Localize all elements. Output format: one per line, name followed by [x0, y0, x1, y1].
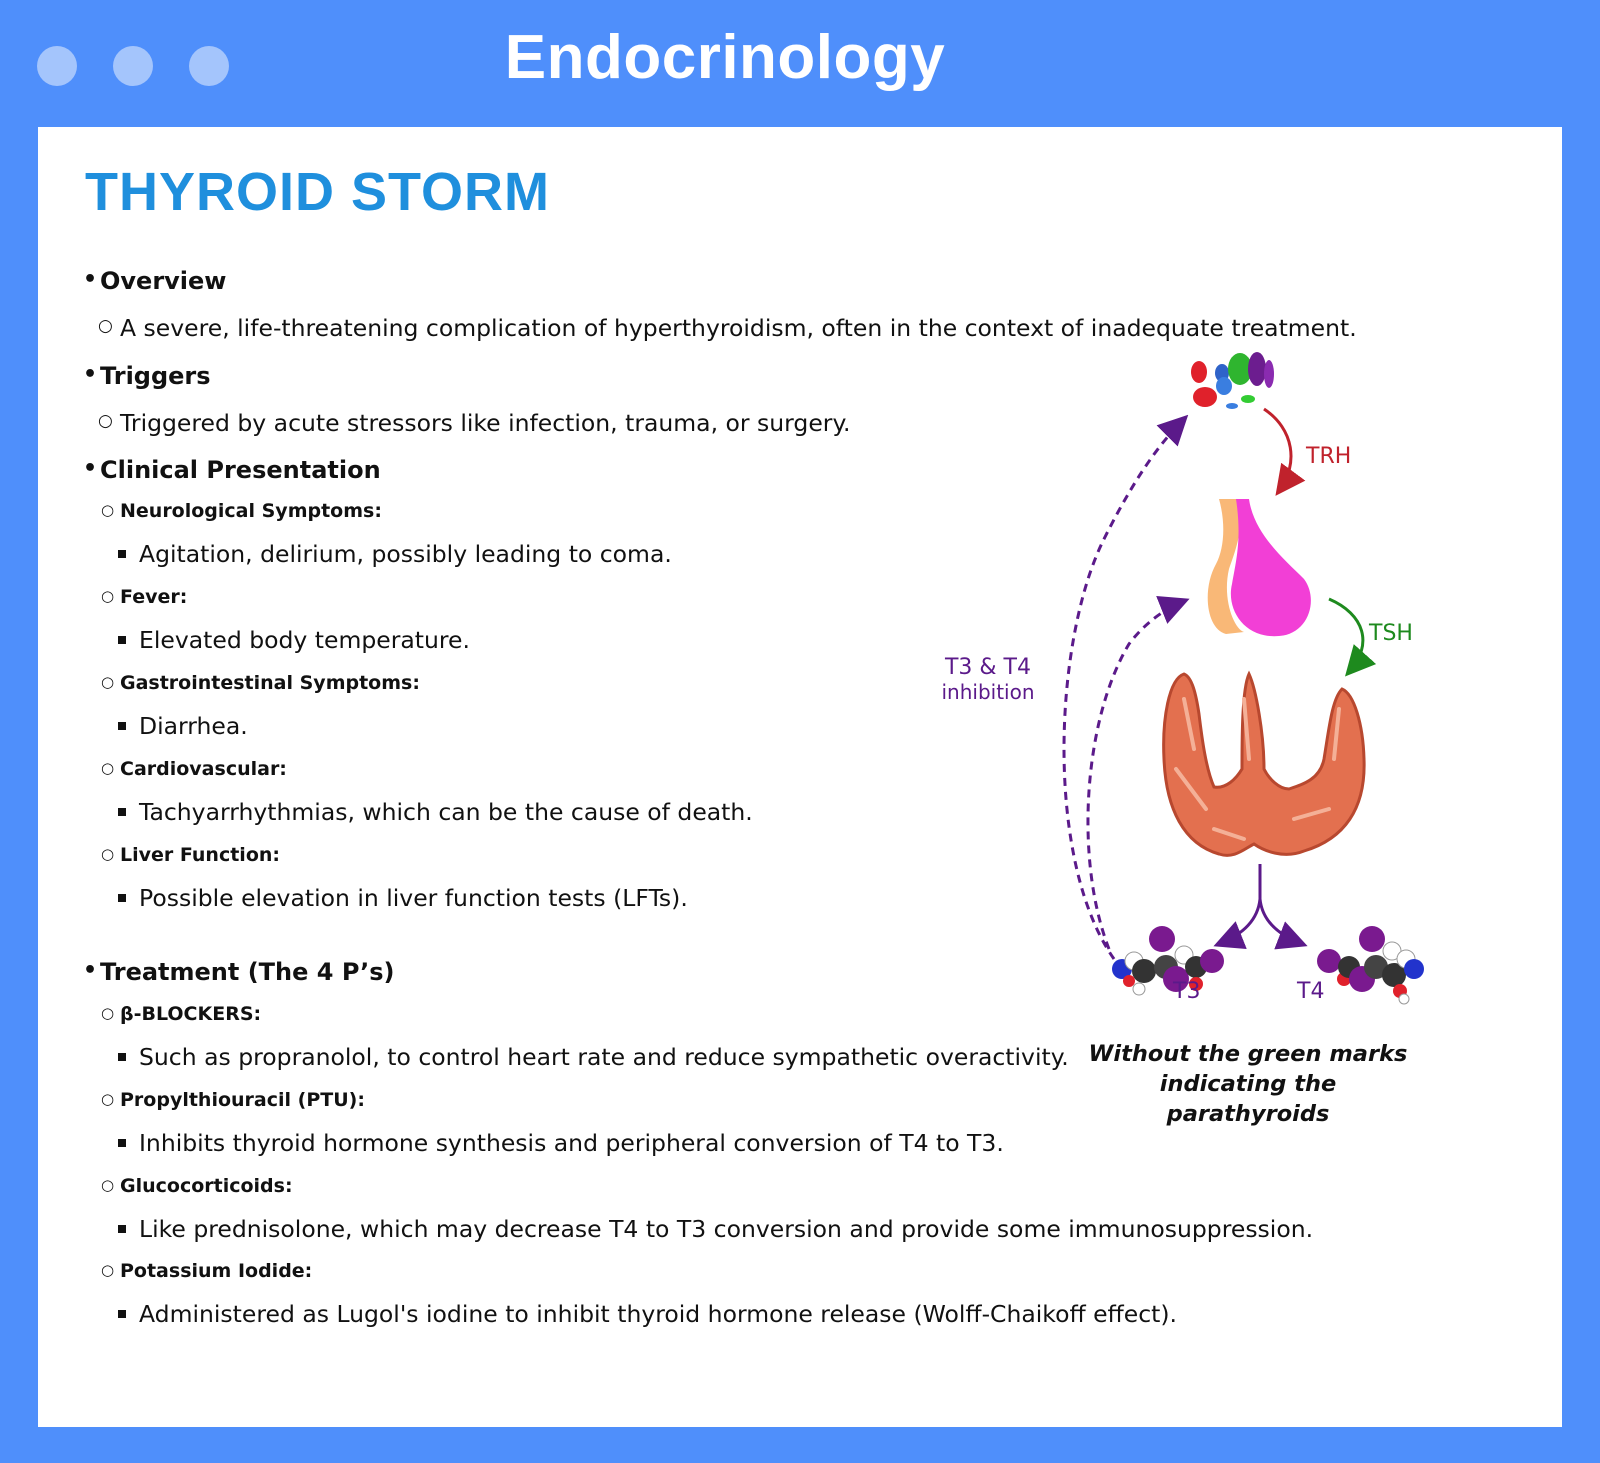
- treatment-item-label: [101, 1089, 365, 1111]
- treatment-item-detail: [139, 1043, 1069, 1071]
- content-panel: [38, 127, 1562, 1427]
- clinical-item-detail: [139, 798, 753, 826]
- circle-bullet-icon: ○: [101, 1090, 115, 1108]
- heading-text: Clinical Presentation: [100, 456, 381, 484]
- tsh-label: TSH: [1369, 621, 1413, 646]
- bullet-icon: •: [83, 362, 98, 387]
- treatment-item-label: [101, 1175, 293, 1197]
- detail-text: Agitation, delirium, possibly leading to coma.: [139, 540, 672, 568]
- label-text: Cardiovascular:: [120, 758, 287, 780]
- pituitary-icon: [1208, 499, 1311, 636]
- circle-bullet-icon: ○: [101, 673, 115, 691]
- section-heading-triggers: [83, 362, 211, 390]
- page-title: THYROID STORM: [85, 162, 551, 222]
- t3-output-arrow: [1219, 864, 1260, 944]
- hypothalamus-icon: [1191, 352, 1274, 409]
- bullet-icon: •: [83, 456, 98, 481]
- square-bullet-icon: [118, 1139, 126, 1147]
- square-bullet-icon: [118, 1053, 126, 1061]
- label-text: Gastrointestinal Symptoms:: [120, 672, 420, 694]
- square-bullet-icon: [118, 1225, 126, 1233]
- detail-text: Diarrhea.: [139, 712, 248, 740]
- square-bullet-icon: [118, 636, 126, 644]
- heading-text: Overview: [100, 267, 227, 295]
- thyroid-axis-diagram: [944, 339, 1464, 1109]
- clinical-item-detail: [139, 712, 248, 740]
- square-bullet-icon: [118, 550, 126, 558]
- t3-molecule-icon: [1112, 926, 1224, 995]
- detail-text: Administered as Lugol's iodine to inhibit thyroid hormone release (Wolff-Chaikoff effect).: [139, 1300, 1177, 1328]
- detail-text: Elevated body temperature.: [139, 626, 470, 654]
- circle-bullet-icon: ○: [101, 759, 115, 777]
- treatment-item-detail: [139, 1215, 1313, 1243]
- circle-bullet-icon: ○: [101, 501, 115, 519]
- treatment-item-detail: [139, 1129, 1004, 1157]
- clinical-item-label: [101, 500, 382, 522]
- circle-bullet-icon: ○: [101, 1261, 115, 1279]
- label-text: Fever:: [120, 586, 188, 608]
- label-text: Neurological Symptoms:: [120, 500, 382, 522]
- heading-text: Treatment (The 4 P’s): [100, 958, 395, 986]
- detail-text: Possible elevation in liver function tests (LFTs).: [139, 884, 688, 912]
- square-bullet-icon: [118, 808, 126, 816]
- label-text: Potassium Iodide:: [120, 1260, 313, 1282]
- bullet-icon: •: [83, 267, 98, 292]
- circle-bullet-icon: ○: [98, 316, 113, 336]
- detail-text: Tachyarrhythmias, which can be the cause of death.: [139, 798, 753, 826]
- square-bullet-icon: [118, 894, 126, 902]
- square-bullet-icon: [118, 722, 126, 730]
- t4-label: T4: [1297, 979, 1325, 1004]
- clinical-item-label: [101, 586, 188, 608]
- label-text: β-BLOCKERS:: [120, 1003, 262, 1025]
- inhibition-label-line1: T3 & T4: [944, 655, 1031, 680]
- trh-label: TRH: [1306, 444, 1352, 469]
- detail-text: Like prednisolone, which may decrease T4 to T3 conversion and provide some immunosuppression.: [139, 1215, 1314, 1243]
- clinical-item-detail: [139, 884, 688, 912]
- t4-output-arrow: [1260, 899, 1302, 944]
- caption-line-1: Without the green marks: [1088, 1041, 1408, 1067]
- thyroid-gland-icon: [1164, 674, 1364, 855]
- triggers-text: [98, 409, 851, 437]
- inhibition-arrow-hypothalamus: [1064, 419, 1184, 959]
- detail-text: Such as propranolol, to control heart rate and reduce sympathetic overactivity.: [139, 1043, 1069, 1071]
- tsh-arrow: [1329, 599, 1363, 672]
- trh-arrow: [1264, 409, 1291, 491]
- section-heading-clinical: [83, 456, 381, 484]
- clinical-item-detail: [139, 540, 672, 568]
- clinical-item-label: [101, 672, 420, 694]
- caption-line-2: indicating the parathyroids: [1159, 1071, 1337, 1127]
- section-heading-overview: [83, 267, 227, 295]
- square-bullet-icon: [118, 1310, 126, 1318]
- circle-bullet-icon: ○: [101, 1004, 115, 1022]
- circle-bullet-icon: ○: [101, 845, 115, 863]
- t3-label: T3: [1173, 979, 1201, 1004]
- body-text: Triggered by acute stressors like infection, trauma, or surgery.: [120, 409, 851, 437]
- label-text: Liver Function:: [120, 844, 280, 866]
- t4-molecule-icon: [1317, 926, 1424, 1004]
- window-titlebar: [0, 0, 1600, 128]
- treatment-item-detail: [139, 1300, 1177, 1328]
- bullet-icon: •: [83, 958, 98, 983]
- circle-bullet-icon: ○: [98, 411, 113, 431]
- section-heading-treatment: [83, 958, 395, 986]
- treatment-item-label: [101, 1260, 313, 1282]
- treatment-item-label: [101, 1003, 262, 1025]
- inhibition-label-line2: inhibition: [941, 680, 1035, 704]
- clinical-item-detail: [139, 626, 470, 654]
- overview-text: [98, 314, 1357, 342]
- circle-bullet-icon: ○: [101, 1176, 115, 1194]
- body-text: A severe, life-threatening complication of hyperthyroidism, often in the context of inadequate treatment.: [120, 314, 1357, 342]
- clinical-item-label: [101, 844, 280, 866]
- heading-text: Triggers: [100, 362, 211, 390]
- detail-text: Inhibits thyroid hormone synthesis and peripheral conversion of T4 to T3.: [139, 1129, 1004, 1157]
- label-text: Glucocorticoids:: [120, 1175, 293, 1197]
- circle-bullet-icon: ○: [101, 587, 115, 605]
- label-text: Propylthiouracil (PTU):: [120, 1089, 365, 1111]
- diagram-caption: [1078, 1039, 1418, 1129]
- clinical-item-label: [101, 758, 287, 780]
- app-title: Endocrinology: [504, 23, 946, 92]
